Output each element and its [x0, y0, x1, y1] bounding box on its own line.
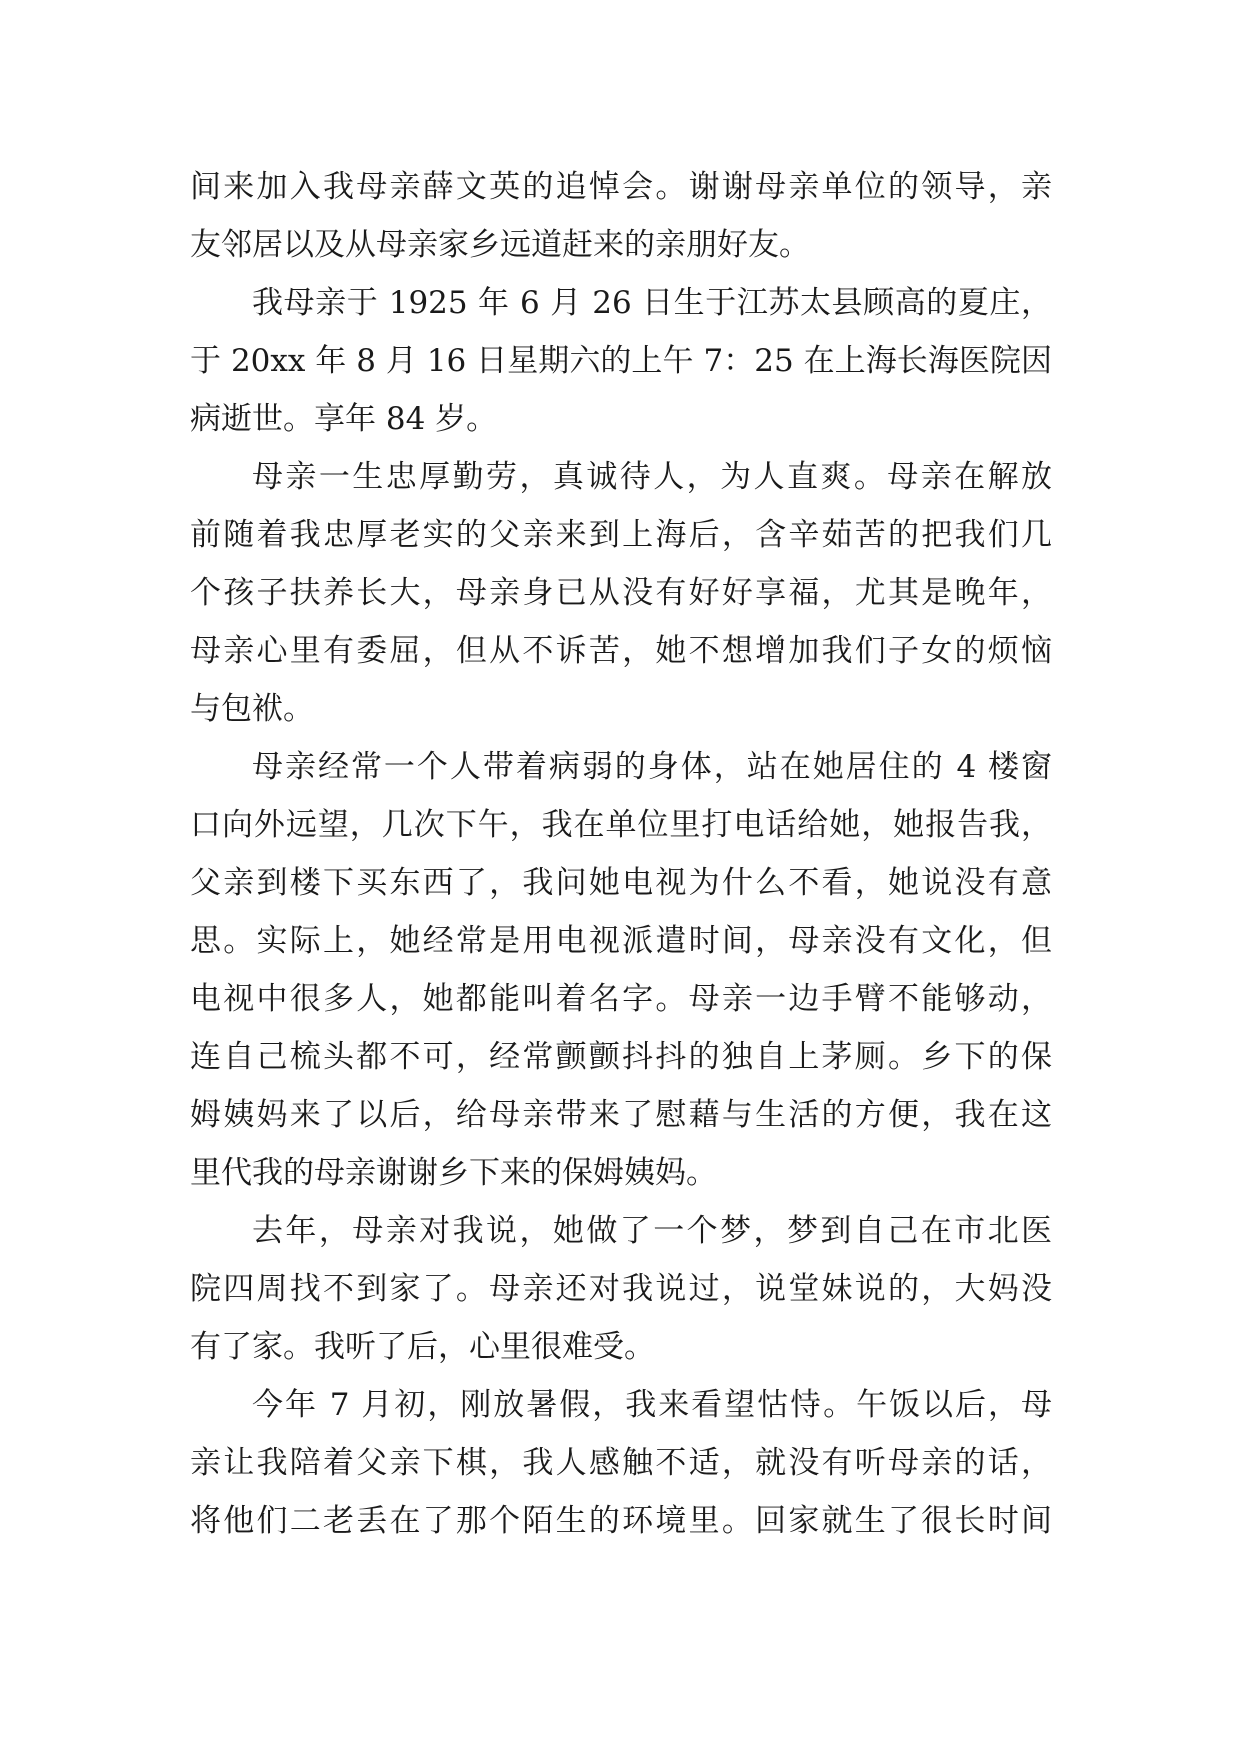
text-line: 个孩子扶养长大，母亲身已从没有好好享福，尤其是晚年， [190, 575, 1052, 611]
text-line: 于 20xx 年 8 月 16 日星期六的上午 7：25 在上海长海医院因 [190, 343, 1052, 379]
text-line: 母亲经常一个人带着病弱的身体，站在她居住的 4 楼窗 [252, 749, 1052, 785]
text-line: 母亲心里有委屈，但从不诉苦，她不想增加我们子女的烦恼 [190, 633, 1052, 669]
text-line: 姆姨妈来了以后，给母亲带来了慰藉与生活的方便，我在这 [190, 1097, 1052, 1133]
text-line: 与包袱。 [190, 691, 314, 727]
text-line: 思。实际上，她经常是用电视派遣时间，母亲没有文化，但 [190, 923, 1052, 959]
text-line: 亲让我陪着父亲下棋，我人感触不适，就没有听母亲的话， [190, 1445, 1052, 1481]
text-line: 院四周找不到家了。母亲还对我说过，说堂妹说的，大妈没 [190, 1271, 1052, 1307]
text-line: 我母亲于 1925 年 6 月 26 日生于江苏太县顾高的夏庄， [252, 285, 1052, 321]
text-line: 今年 7 月初，刚放暑假，我来看望怙恃。午饭以后，母 [252, 1387, 1052, 1423]
document-body [190, 158, 1052, 1550]
text-line: 母亲一生忠厚勤劳，真诚待人，为人直爽。母亲在解放 [252, 459, 1052, 495]
text-line: 前随着我忠厚老实的父亲来到上海后，含辛茹苦的把我们几 [190, 517, 1052, 553]
text-line: 友邻居以及从母亲家乡远道赶来的亲朋好友。 [190, 227, 810, 263]
text-line: 父亲到楼下买东西了，我问她电视为什么不看，她说没有意 [190, 865, 1052, 901]
text-line: 里代我的母亲谢谢乡下来的保姆姨妈。 [190, 1155, 717, 1191]
text-line: 间来加入我母亲薛文英的追悼会。谢谢母亲单位的领导，亲 [190, 169, 1052, 205]
text-line: 去年，母亲对我说，她做了一个梦，梦到自己在市北医 [252, 1213, 1052, 1249]
text-line: 将他们二老丢在了那个陌生的环境里。回家就生了很长时间 [190, 1503, 1052, 1539]
text-line: 电视中很多人，她都能叫着名字。母亲一边手臂不能够动， [190, 981, 1052, 1017]
text-line: 连自己梳头都不可，经常颤颤抖抖的独自上茅厕。乡下的保 [190, 1039, 1052, 1075]
text-line: 病逝世。享年 84 岁。 [190, 401, 498, 437]
text-line: 有了家。我听了后，心里很难受。 [190, 1329, 655, 1365]
text-line: 口向外远望，几次下午，我在单位里打电话给她，她报告我， [190, 807, 1052, 843]
